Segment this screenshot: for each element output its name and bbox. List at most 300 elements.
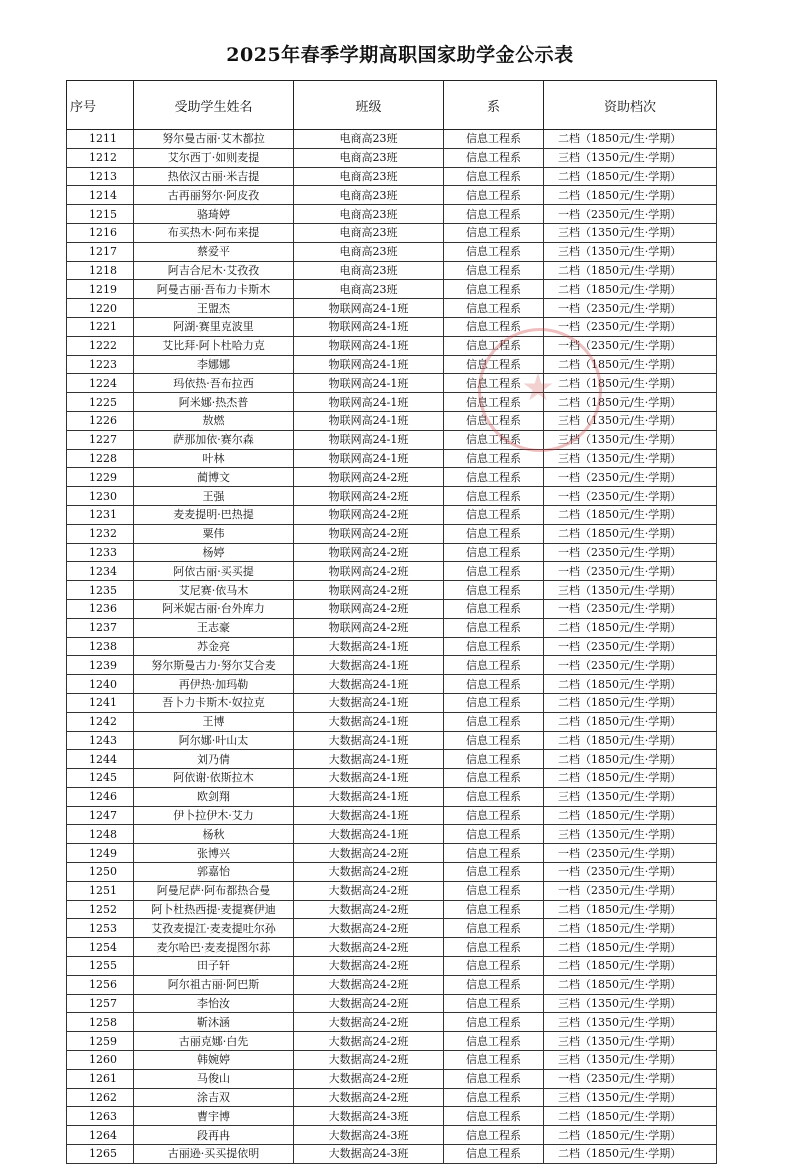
aid-level-cell: 三档（1350元/生·学期） — [544, 994, 717, 1013]
department-cell: 信息工程系 — [444, 299, 544, 318]
class-cell: 大数据高24-2班 — [294, 975, 444, 994]
aid-level-cell: 二档（1850元/生·学期） — [544, 900, 717, 919]
serial-cell: 1247 — [67, 806, 134, 825]
serial-cell: 1227 — [67, 430, 134, 449]
table-row — [67, 806, 717, 825]
department-cell: 信息工程系 — [444, 637, 544, 656]
serial-cell: 1232 — [67, 524, 134, 543]
table-row — [67, 205, 717, 224]
class-cell: 大数据高24-2班 — [294, 938, 444, 957]
class-cell: 大数据高24-2班 — [294, 881, 444, 900]
table-row — [67, 317, 717, 336]
department-cell: 信息工程系 — [444, 167, 544, 186]
serial-cell: 1254 — [67, 938, 134, 957]
table-body — [67, 130, 717, 1164]
serial-cell: 1213 — [67, 167, 134, 186]
aid-level-cell: 一档（2350元/生·学期） — [544, 487, 717, 506]
class-cell: 物联网高24-1班 — [294, 393, 444, 412]
table-row — [67, 167, 717, 186]
student-name-cell: 涂吉双 — [134, 1088, 294, 1107]
department-cell: 信息工程系 — [444, 1013, 544, 1032]
student-name-cell: 阿曼尼萨·阿布都热合曼 — [134, 881, 294, 900]
department-cell: 信息工程系 — [444, 863, 544, 882]
aid-level-cell: 二档（1850元/生·学期） — [544, 130, 717, 149]
aid-level-cell: 二档（1850元/生·学期） — [544, 750, 717, 769]
student-name-cell: 艾孜麦提江·麦麦提吐尔孙 — [134, 919, 294, 938]
table-row — [67, 637, 717, 656]
aid-level-cell: 一档（2350元/生·学期） — [544, 599, 717, 618]
student-name-cell: 杨秋 — [134, 825, 294, 844]
department-cell: 信息工程系 — [444, 205, 544, 224]
department-cell: 信息工程系 — [444, 468, 544, 487]
serial-cell: 1217 — [67, 242, 134, 261]
serial-cell: 1226 — [67, 411, 134, 430]
table-row — [67, 148, 717, 167]
aid-level-cell: 一档（2350元/生·学期） — [544, 299, 717, 318]
department-cell: 信息工程系 — [444, 881, 544, 900]
table-row — [67, 261, 717, 280]
serial-cell: 1251 — [67, 881, 134, 900]
class-cell: 电商高23班 — [294, 130, 444, 149]
class-cell: 电商高23班 — [294, 280, 444, 299]
class-cell: 电商高23班 — [294, 242, 444, 261]
serial-cell: 1257 — [67, 994, 134, 1013]
serial-cell: 1228 — [67, 449, 134, 468]
student-name-cell: 蔡爱平 — [134, 242, 294, 261]
department-cell: 信息工程系 — [444, 1032, 544, 1051]
class-cell: 大数据高24-1班 — [294, 769, 444, 788]
aid-level-cell: 二档（1850元/生·学期） — [544, 769, 717, 788]
student-name-cell: 马俊山 — [134, 1069, 294, 1088]
student-name-cell: 阿米娜·热杰普 — [134, 393, 294, 412]
aid-level-cell: 二档（1850元/生·学期） — [544, 1107, 717, 1126]
serial-cell: 1238 — [67, 637, 134, 656]
department-cell: 信息工程系 — [444, 242, 544, 261]
aid-level-cell: 一档（2350元/生·学期） — [544, 205, 717, 224]
class-cell: 物联网高24-2班 — [294, 543, 444, 562]
student-name-cell: 再伊热·加玛勒 — [134, 675, 294, 694]
serial-cell: 1239 — [67, 656, 134, 675]
aid-level-cell: 三档（1350元/生·学期） — [544, 787, 717, 806]
department-cell: 信息工程系 — [444, 543, 544, 562]
student-name-cell: 吾卜力卡斯木·奴拉克 — [134, 693, 294, 712]
aid-level-cell: 二档（1850元/生·学期） — [544, 957, 717, 976]
table-row — [67, 599, 717, 618]
student-name-cell: 粟伟 — [134, 524, 294, 543]
class-cell: 电商高23班 — [294, 186, 444, 205]
department-cell: 信息工程系 — [444, 769, 544, 788]
student-name-cell: 努尔曼古丽·艾木都拉 — [134, 130, 294, 149]
aid-level-cell: 一档（2350元/生·学期） — [544, 656, 717, 675]
class-cell: 电商高23班 — [294, 167, 444, 186]
department-cell: 信息工程系 — [444, 957, 544, 976]
serial-cell: 1216 — [67, 223, 134, 242]
serial-cell: 1250 — [67, 863, 134, 882]
table-row — [67, 994, 717, 1013]
student-name-cell: 王强 — [134, 487, 294, 506]
table-row — [67, 411, 717, 430]
table-row — [67, 505, 717, 524]
department-cell: 信息工程系 — [444, 449, 544, 468]
class-cell: 大数据高24-2班 — [294, 863, 444, 882]
class-cell: 电商高23班 — [294, 148, 444, 167]
serial-cell: 1241 — [67, 693, 134, 712]
serial-cell: 1262 — [67, 1088, 134, 1107]
table-row — [67, 336, 717, 355]
class-cell: 大数据高24-2班 — [294, 1051, 444, 1070]
student-name-cell: 张博兴 — [134, 844, 294, 863]
aid-level-cell: 三档（1350元/生·学期） — [544, 1032, 717, 1051]
table-row — [67, 223, 717, 242]
class-cell: 物联网高24-1班 — [294, 430, 444, 449]
class-cell: 物联网高24-1班 — [294, 317, 444, 336]
class-cell: 大数据高24-2班 — [294, 994, 444, 1013]
class-cell: 大数据高24-1班 — [294, 787, 444, 806]
aid-level-cell: 二档（1850元/生·学期） — [544, 618, 717, 637]
aid-level-cell: 二档（1850元/生·学期） — [544, 975, 717, 994]
serial-cell: 1256 — [67, 975, 134, 994]
serial-cell: 1243 — [67, 731, 134, 750]
student-name-cell: 伊卜拉伊木·艾力 — [134, 806, 294, 825]
serial-cell: 1242 — [67, 712, 134, 731]
department-cell: 信息工程系 — [444, 900, 544, 919]
serial-cell: 1255 — [67, 957, 134, 976]
student-name-cell: 王盟杰 — [134, 299, 294, 318]
aid-level-cell: 一档（2350元/生·学期） — [544, 637, 717, 656]
table-row — [67, 957, 717, 976]
student-name-cell: 努尔斯曼古力·努尔艾合麦 — [134, 656, 294, 675]
table-row — [67, 975, 717, 994]
serial-cell: 1248 — [67, 825, 134, 844]
aid-level-cell: 二档（1850元/生·学期） — [544, 1126, 717, 1145]
department-cell: 信息工程系 — [444, 355, 544, 374]
serial-cell: 1229 — [67, 468, 134, 487]
department-cell: 信息工程系 — [444, 675, 544, 694]
table-row — [67, 1088, 717, 1107]
serial-cell: 1235 — [67, 581, 134, 600]
table-row — [67, 1069, 717, 1088]
col-header-aid-level: 资助档次 — [544, 81, 717, 130]
student-name-cell: 田子轩 — [134, 957, 294, 976]
table-row — [67, 430, 717, 449]
department-cell: 信息工程系 — [444, 1051, 544, 1070]
aid-level-cell: 二档（1850元/生·学期） — [544, 675, 717, 694]
class-cell: 物联网高24-2班 — [294, 468, 444, 487]
department-cell: 信息工程系 — [444, 693, 544, 712]
class-cell: 大数据高24-1班 — [294, 656, 444, 675]
department-cell: 信息工程系 — [444, 581, 544, 600]
department-cell: 信息工程系 — [444, 712, 544, 731]
serial-cell: 1225 — [67, 393, 134, 412]
student-name-cell: 阿依古丽·买买提 — [134, 562, 294, 581]
department-cell: 信息工程系 — [444, 280, 544, 299]
student-name-cell: 曹宇博 — [134, 1107, 294, 1126]
aid-level-cell: 一档（2350元/生·学期） — [544, 1069, 717, 1088]
student-name-cell: 阿依谢·依斯拉木 — [134, 769, 294, 788]
aid-level-cell: 二档（1850元/生·学期） — [544, 524, 717, 543]
aid-level-cell: 二档（1850元/生·学期） — [544, 938, 717, 957]
aid-level-cell: 二档（1850元/生·学期） — [544, 731, 717, 750]
col-header-class: 班级 — [294, 81, 444, 130]
student-name-cell: 韩婉婷 — [134, 1051, 294, 1070]
serial-cell: 1231 — [67, 505, 134, 524]
class-cell: 物联网高24-2班 — [294, 618, 444, 637]
serial-cell: 1245 — [67, 769, 134, 788]
table-row — [67, 693, 717, 712]
serial-cell: 1259 — [67, 1032, 134, 1051]
class-cell: 电商高23班 — [294, 261, 444, 280]
class-cell: 大数据高24-2班 — [294, 900, 444, 919]
department-cell: 信息工程系 — [444, 393, 544, 412]
class-cell: 大数据高24-2班 — [294, 1013, 444, 1032]
class-cell: 大数据高24-1班 — [294, 712, 444, 731]
class-cell: 大数据高24-3班 — [294, 1145, 444, 1164]
serial-cell: 1260 — [67, 1051, 134, 1070]
table-row — [67, 393, 717, 412]
department-cell: 信息工程系 — [444, 374, 544, 393]
department-cell: 信息工程系 — [444, 656, 544, 675]
serial-cell: 1244 — [67, 750, 134, 769]
class-cell: 大数据高24-2班 — [294, 919, 444, 938]
table-row — [67, 524, 717, 543]
department-cell: 信息工程系 — [444, 223, 544, 242]
aid-level-cell: 二档（1850元/生·学期） — [544, 806, 717, 825]
department-cell: 信息工程系 — [444, 919, 544, 938]
table-row — [67, 543, 717, 562]
aid-level-cell: 二档（1850元/生·学期） — [544, 280, 717, 299]
student-name-cell: 热依汉古丽·米吉提 — [134, 167, 294, 186]
department-cell: 信息工程系 — [444, 336, 544, 355]
department-cell: 信息工程系 — [444, 731, 544, 750]
student-name-cell: 李娜娜 — [134, 355, 294, 374]
class-cell: 大数据高24-2班 — [294, 1069, 444, 1088]
serial-cell: 1214 — [67, 186, 134, 205]
table-row — [67, 712, 717, 731]
class-cell: 大数据高24-3班 — [294, 1107, 444, 1126]
aid-level-cell: 一档（2350元/生·学期） — [544, 562, 717, 581]
class-cell: 大数据高24-1班 — [294, 731, 444, 750]
table-row — [67, 825, 717, 844]
department-cell: 信息工程系 — [444, 975, 544, 994]
serial-cell: 1211 — [67, 130, 134, 149]
aid-level-cell: 二档（1850元/生·学期） — [544, 505, 717, 524]
class-cell: 物联网高24-2班 — [294, 562, 444, 581]
table-row — [67, 1032, 717, 1051]
student-name-cell: 刘乃倩 — [134, 750, 294, 769]
serial-cell: 1263 — [67, 1107, 134, 1126]
serial-cell: 1223 — [67, 355, 134, 374]
class-cell: 大数据高24-2班 — [294, 1088, 444, 1107]
student-name-cell: 阿卜杜热西提·麦提赛伊迪 — [134, 900, 294, 919]
department-cell: 信息工程系 — [444, 750, 544, 769]
serial-cell: 1219 — [67, 280, 134, 299]
serial-cell: 1237 — [67, 618, 134, 637]
table-row — [67, 787, 717, 806]
aid-level-cell: 一档（2350元/生·学期） — [544, 881, 717, 900]
table-row — [67, 1145, 717, 1164]
aid-level-cell: 三档（1350元/生·学期） — [544, 825, 717, 844]
department-cell: 信息工程系 — [444, 618, 544, 637]
aid-level-cell: 一档（2350元/生·学期） — [544, 863, 717, 882]
class-cell: 大数据高24-3班 — [294, 1126, 444, 1145]
aid-level-cell: 三档（1350元/生·学期） — [544, 430, 717, 449]
department-cell: 信息工程系 — [444, 130, 544, 149]
page-title: 2025年春季学期高职国家助学金公示表 — [226, 44, 574, 66]
serial-cell: 1233 — [67, 543, 134, 562]
table-row — [67, 374, 717, 393]
department-cell: 信息工程系 — [444, 505, 544, 524]
class-cell: 物联网高24-1班 — [294, 449, 444, 468]
table-row — [67, 938, 717, 957]
aid-table — [66, 80, 717, 1164]
student-name-cell: 李怡汝 — [134, 994, 294, 1013]
table-row — [67, 1013, 717, 1032]
aid-level-cell: 二档（1850元/生·学期） — [544, 1145, 717, 1164]
aid-level-cell: 三档（1350元/生·学期） — [544, 242, 717, 261]
serial-cell: 1261 — [67, 1069, 134, 1088]
class-cell: 电商高23班 — [294, 205, 444, 224]
serial-cell: 1221 — [67, 317, 134, 336]
student-name-cell: 萨那加依·赛尔森 — [134, 430, 294, 449]
serial-cell: 1212 — [67, 148, 134, 167]
aid-level-cell: 二档（1850元/生·学期） — [544, 374, 717, 393]
serial-cell: 1246 — [67, 787, 134, 806]
serial-cell: 1222 — [67, 336, 134, 355]
aid-level-cell: 三档（1350元/生·学期） — [544, 148, 717, 167]
col-header-department: 系 — [444, 81, 544, 130]
col-header-serial: 序号 — [67, 81, 134, 130]
department-cell: 信息工程系 — [444, 148, 544, 167]
aid-level-cell: 一档（2350元/生·学期） — [544, 543, 717, 562]
class-cell: 物联网高24-1班 — [294, 411, 444, 430]
class-cell: 大数据高24-1班 — [294, 693, 444, 712]
serial-cell: 1252 — [67, 900, 134, 919]
department-cell: 信息工程系 — [444, 806, 544, 825]
class-cell: 大数据高24-2班 — [294, 957, 444, 976]
class-cell: 物联网高24-1班 — [294, 374, 444, 393]
table-row — [67, 242, 717, 261]
class-cell: 电商高23班 — [294, 223, 444, 242]
serial-cell: 1224 — [67, 374, 134, 393]
department-cell: 信息工程系 — [444, 1069, 544, 1088]
table-row — [67, 844, 717, 863]
student-name-cell: 王志豪 — [134, 618, 294, 637]
department-cell: 信息工程系 — [444, 994, 544, 1013]
department-cell: 信息工程系 — [444, 562, 544, 581]
student-name-cell: 阿尔娜·叶山太 — [134, 731, 294, 750]
student-name-cell: 骆琦婷 — [134, 205, 294, 224]
serial-cell: 1234 — [67, 562, 134, 581]
serial-cell: 1253 — [67, 919, 134, 938]
student-name-cell: 布买热木·阿布来提 — [134, 223, 294, 242]
student-name-cell: 杨婷 — [134, 543, 294, 562]
class-cell: 大数据高24-1班 — [294, 750, 444, 769]
student-name-cell: 艾尔西丁·如则麦提 — [134, 148, 294, 167]
table-header-row — [67, 81, 717, 130]
table-row — [67, 487, 717, 506]
student-name-cell: 艾比拜·阿卜杜哈力克 — [134, 336, 294, 355]
student-name-cell: 麦麦提明·巴热提 — [134, 505, 294, 524]
student-name-cell: 蔺博文 — [134, 468, 294, 487]
class-cell: 大数据高24-1班 — [294, 675, 444, 694]
serial-cell: 1264 — [67, 1126, 134, 1145]
department-cell: 信息工程系 — [444, 261, 544, 280]
table-row — [67, 675, 717, 694]
table-row — [67, 769, 717, 788]
department-cell: 信息工程系 — [444, 411, 544, 430]
class-cell: 物联网高24-2班 — [294, 524, 444, 543]
student-name-cell: 叶林 — [134, 449, 294, 468]
student-name-cell: 玛依热·吾布拉西 — [134, 374, 294, 393]
table-row — [67, 618, 717, 637]
class-cell: 物联网高24-2班 — [294, 581, 444, 600]
department-cell: 信息工程系 — [444, 430, 544, 449]
serial-cell: 1265 — [67, 1145, 134, 1164]
table-row — [67, 656, 717, 675]
student-name-cell: 段再冉 — [134, 1126, 294, 1145]
aid-level-cell: 三档（1350元/生·学期） — [544, 1013, 717, 1032]
serial-cell: 1230 — [67, 487, 134, 506]
department-cell: 信息工程系 — [444, 524, 544, 543]
table-row — [67, 280, 717, 299]
class-cell: 物联网高24-2班 — [294, 599, 444, 618]
student-name-cell: 靳沐涵 — [134, 1013, 294, 1032]
student-name-cell: 阿米妮古丽·台外库力 — [134, 599, 294, 618]
student-name-cell: 欧剑翔 — [134, 787, 294, 806]
aid-level-cell: 一档（2350元/生·学期） — [544, 844, 717, 863]
table-row — [67, 299, 717, 318]
aid-level-cell: 二档（1850元/生·学期） — [544, 167, 717, 186]
department-cell: 信息工程系 — [444, 487, 544, 506]
aid-level-cell: 一档（2350元/生·学期） — [544, 336, 717, 355]
student-name-cell: 阿曼古丽·吾布力卡斯木 — [134, 280, 294, 299]
serial-cell: 1240 — [67, 675, 134, 694]
aid-level-cell: 三档（1350元/生·学期） — [544, 411, 717, 430]
class-cell: 物联网高24-2班 — [294, 487, 444, 506]
aid-level-cell: 三档（1350元/生·学期） — [544, 449, 717, 468]
student-name-cell: 王博 — [134, 712, 294, 731]
department-cell: 信息工程系 — [444, 787, 544, 806]
serial-cell: 1220 — [67, 299, 134, 318]
student-name-cell: 阿湖·赛里克波里 — [134, 317, 294, 336]
department-cell: 信息工程系 — [444, 844, 544, 863]
department-cell: 信息工程系 — [444, 1126, 544, 1145]
table-row — [67, 863, 717, 882]
aid-level-cell: 二档（1850元/生·学期） — [544, 693, 717, 712]
student-name-cell: 敖燃 — [134, 411, 294, 430]
aid-level-cell: 二档（1850元/生·学期） — [544, 355, 717, 374]
aid-level-cell: 三档（1350元/生·学期） — [544, 1088, 717, 1107]
serial-cell: 1249 — [67, 844, 134, 863]
table-row — [67, 900, 717, 919]
department-cell: 信息工程系 — [444, 1107, 544, 1126]
table-row — [67, 1051, 717, 1070]
table-row — [67, 355, 717, 374]
student-name-cell: 阿尔祖古丽·阿巴斯 — [134, 975, 294, 994]
student-name-cell: 阿吉合尼木·艾孜孜 — [134, 261, 294, 280]
student-name-cell: 郭嘉怡 — [134, 863, 294, 882]
class-cell: 大数据高24-2班 — [294, 1032, 444, 1051]
col-header-name: 受助学生姓名 — [134, 81, 294, 130]
table-row — [67, 468, 717, 487]
class-cell: 物联网高24-1班 — [294, 336, 444, 355]
aid-level-cell: 二档（1850元/生·学期） — [544, 186, 717, 205]
class-cell: 物联网高24-2班 — [294, 505, 444, 524]
aid-level-cell: 一档（2350元/生·学期） — [544, 317, 717, 336]
table-row — [67, 449, 717, 468]
class-cell: 大数据高24-2班 — [294, 844, 444, 863]
aid-level-cell: 三档（1350元/生·学期） — [544, 581, 717, 600]
